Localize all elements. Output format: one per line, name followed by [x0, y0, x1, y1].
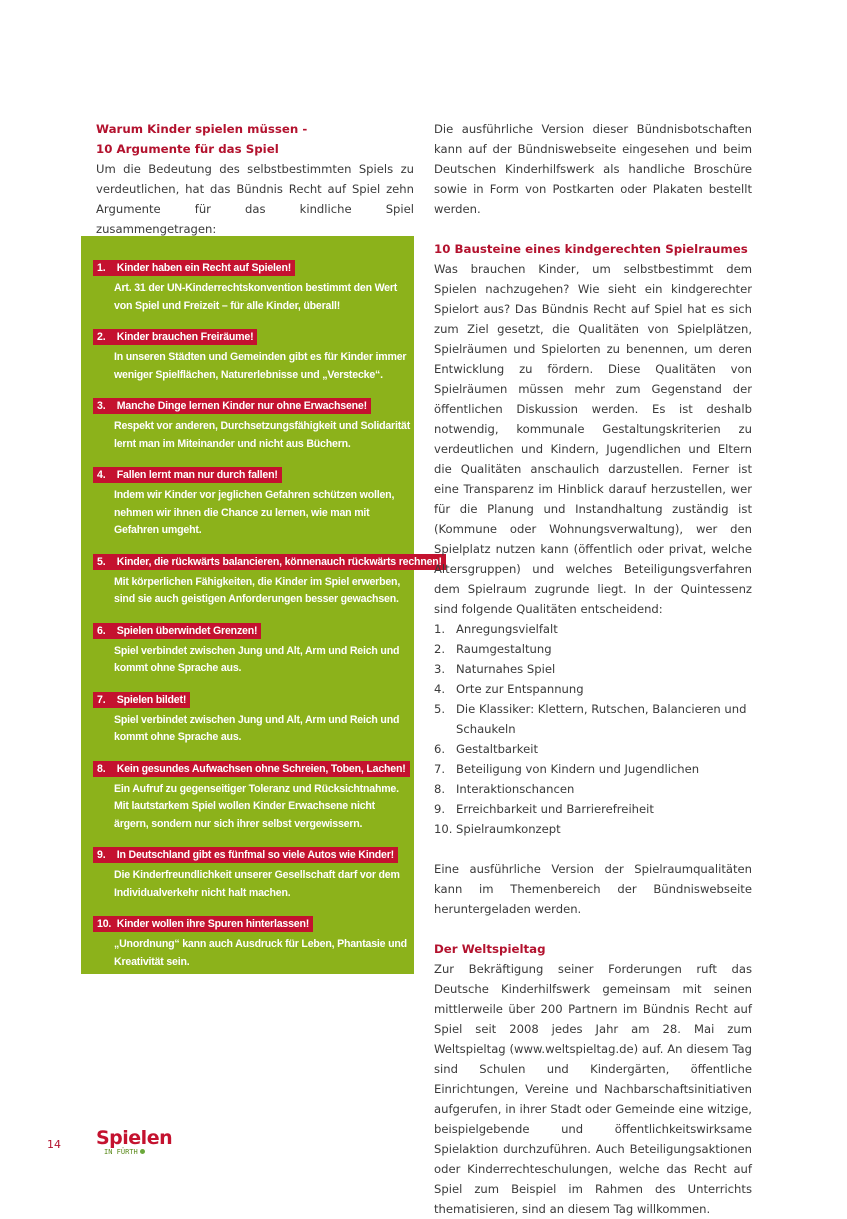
argument-item	[93, 623, 411, 678]
argument-item	[93, 329, 411, 384]
list-text: Raumgestaltung	[456, 642, 552, 656]
argument-item	[93, 260, 411, 315]
argument-text: In unseren Städten und Gemeinden gibt es für Kinder immer weniger Spielflächen, Naturerlebnisse und „Verstecke“.	[114, 351, 407, 381]
argument-item	[93, 761, 411, 834]
argument-number: 2.	[97, 331, 106, 343]
paragraph: Die ausführliche Version dieser Bündnisbotschaften kann auf der Bündniswebseite eingesehen und beim Deutschen Kinderhilfswerk als handliche Broschüre sowie in Form von Postkarten oder Plakaten bestellt werden.	[434, 122, 752, 216]
logo-sub-text: IN FÜRTH	[104, 1148, 138, 1156]
argument-item	[93, 916, 411, 971]
right-column	[434, 119, 752, 1219]
list-text: Orte zur Entspannung	[456, 682, 584, 696]
list-item	[434, 779, 752, 799]
list-item	[434, 799, 752, 819]
list-text: Gestaltbarkeit	[456, 742, 539, 756]
list-number: 8.	[434, 782, 446, 796]
list-item	[434, 699, 752, 739]
argument-number: 6.	[97, 624, 106, 637]
list-text: Beteiligung von Kindern und Jugendlichen	[456, 762, 700, 776]
list-item	[434, 759, 752, 779]
list-item	[434, 659, 752, 679]
argument-number: 10.	[97, 918, 112, 930]
argument-title-text: Kinder haben ein Recht auf Spielen!	[116, 262, 292, 274]
page-number: 14	[47, 1138, 61, 1151]
argument-number: 9.	[97, 849, 106, 861]
logo-sub	[104, 1148, 172, 1157]
argument-item	[93, 847, 411, 902]
argument-text: Respekt vor anderen, Durchsetzungsfähigkeit und Solidarität lernt man im Miteinander und nicht aus Büchern.	[114, 420, 411, 450]
argument-title-text: Kein gesundes Aufwachsen ohne Schreien, Toben, Lachen!	[116, 762, 406, 775]
argument-text: „Unordnung“ kann auch Ausdruck für Leben, Phantasie und Kreativität sein.	[114, 938, 407, 968]
argument-title-text: Spielen überwindet Grenzen!	[116, 624, 258, 637]
list-item	[434, 679, 752, 699]
paragraph: Eine ausführliche Version der Spielraumqualitäten kann im Themenbereich der Bündniswebseite heruntergeladen werden.	[434, 862, 752, 916]
list-text: Erreichbarkeit und Barrierefreiheit	[456, 802, 654, 816]
argument-title-text: Kinder, die rückwärts balancieren, könnenauch rückwärts rechnen!	[116, 555, 442, 568]
list-number: 4.	[434, 682, 446, 696]
argument-text: Art. 31 der UN-Kinderrechtskonvention bestimmt den Wert von Spiel und Freizeit – für alle Kinder, überall!	[114, 282, 398, 312]
argument-text: Indem wir Kinder vor jeglichen Gefahren schützen wollen, nehmen wir ihnen die Chance zu lernen, wie man mit Gefahren umgeht.	[114, 489, 395, 536]
list-number: 3.	[434, 662, 446, 676]
argument-title	[93, 623, 261, 639]
argument-text: Spiel verbindet zwischen Jung und Alt, Arm und Reich und kommt ohne Sprache aus.	[114, 713, 400, 743]
argument-title-text: Fallen lernt man nur durch fallen!	[116, 469, 278, 481]
argument-item	[93, 467, 411, 540]
logo-main: Spielen	[96, 1127, 173, 1149]
argument-title-text: Kinder wollen ihre Spuren hinterlassen!	[116, 918, 310, 930]
argument-item	[93, 554, 442, 609]
dot-icon	[140, 1149, 145, 1154]
list-text: Die Klassiker: Klettern, Rutschen, Balancieren und Schaukeln	[456, 702, 747, 736]
list-text: Spielraumkonzept	[456, 822, 561, 836]
argument-title-text: Manche Dinge lernen Kinder nur ohne Erwachsene!	[116, 400, 367, 412]
argument-number: 8.	[97, 762, 106, 775]
argument-item	[93, 692, 411, 747]
argument-title-text: In Deutschland gibt es fünfmal so viele Autos wie Kinder!	[116, 849, 394, 861]
list-number: 7.	[434, 762, 446, 776]
list-number: 1.	[434, 622, 446, 636]
list-item	[434, 739, 752, 759]
argument-number: 5.	[97, 555, 106, 568]
list-number: 2.	[434, 642, 446, 656]
list-text: Interaktionschancen	[456, 782, 575, 796]
list-number: 6.	[434, 742, 446, 756]
list-number: 5.	[434, 702, 446, 716]
argument-title	[93, 761, 410, 777]
argument-title	[93, 847, 398, 863]
section-heading: Der Weltspieltag	[434, 942, 546, 956]
intro-paragraph: Um die Bedeutung des selbstbestimmten Spiels zu verdeutlichen, hat das Bündnis Recht auf Spiel zehn Argumente für das kindliche Spiel zusammengetragen:	[96, 162, 414, 236]
list-number: 9.	[434, 802, 446, 816]
argument-title	[93, 467, 282, 483]
argument-title	[93, 260, 295, 276]
heading-line: Warum Kinder spielen müssen -	[96, 122, 308, 136]
list-item	[434, 639, 752, 659]
argument-number: 3.	[97, 400, 106, 412]
argument-number: 4.	[97, 469, 106, 481]
argument-text: Die Kinderfreundlichkeit unserer Gesellschaft darf vor dem Individualverkehr nicht halt machen.	[114, 869, 400, 899]
argument-title	[93, 398, 371, 414]
list-item	[434, 619, 752, 639]
arguments-box	[81, 236, 442, 974]
left-column	[96, 119, 414, 239]
argument-title	[93, 554, 446, 570]
paragraph: Zur Bekräftigung seiner Forderungen ruft das Deutsche Kinderhilfswerk gemeinsam mit seinen mittlerweile über 200 Partnern im Bündnis Recht auf Spiel seit 2008 jedes Jahr am 28. Mai zum Weltspieltag (www.weltspieltag.de) auf. An diesem Tag sind Schulen und Kindergärten, öffentliche Einrichtungen, Vereine und Nachbarschaftsinitiativen aufgerufen, in ihrer Stadt oder Gemeinde eine witzige, beispielgebende und öffentlichkeitswirksame Spielaktion durchzuführen. Auch Beteiligungsaktionen oder Kinderrechteschulungen, welche das Recht auf Spiel zum Beispiel im Rahmen des Unterrichts thematisieren, sind an diesem Tag willkommen.	[434, 962, 752, 1216]
paragraph: Was brauchen Kinder, um selbstbestimmt dem Spielen nachzugehen? Wie sieht ein kindgerechter Spielort aus? Das Bündnis Recht auf Spiel hat es sich zum Ziel gesetzt, die Qualitäten von Spielplätzen, Spielräumen und Spielorten zu benennen, um deren Entwicklung zu fördern. Diese Qualitäten von Spielräumen müssen mehr zum Gegenstand der öffentlichen Diskussion werden. Es ist deshalb notwendig, kommunale Gestaltungskriterien zu verdeutlichen und Kindern, Jugendlichen und Eltern die Qualitäten anschaulich darzustellen. Ferner ist eine Transparenz im Hinblick darauf herzustellen, wer für die Planung und Instandhaltung zuständig ist (Kommune oder Wohnungsverwaltung), wer den Spielplatz nutzen kann (öffentlich oder privat, welche Altersgruppen) und welches Beteiligungsverfahren dem Spielraum zugrunde liegt. In der Quintessenz sind folgende Qualitäten entscheidend:	[434, 262, 752, 616]
argument-title	[93, 329, 257, 345]
arguments-list	[93, 260, 442, 985]
heading-line: 10 Argumente für das Spiel	[96, 142, 279, 156]
argument-title	[93, 916, 313, 932]
argument-text: Spiel verbindet zwischen Jung und Alt, Arm und Reich und kommt ohne Sprache aus.	[114, 644, 400, 674]
list-text: Naturnahes Spiel	[456, 662, 556, 676]
list-number: 10.	[434, 822, 453, 836]
qualities-list	[434, 619, 752, 839]
list-item	[434, 819, 752, 839]
section-heading	[96, 119, 414, 159]
argument-number: 7.	[97, 693, 106, 706]
argument-text: Mit körperlichen Fähigkeiten, die Kinder im Spiel erwerben, sind sie auch geistigen Anforderungen besser gewachsen.	[114, 575, 401, 605]
argument-title	[93, 692, 190, 708]
argument-title-text: Spielen bildet!	[116, 693, 187, 706]
list-text: Anregungsvielfalt	[456, 622, 558, 636]
argument-number: 1.	[97, 262, 106, 274]
argument-title-text: Kinder brauchen Freiräume!	[116, 331, 254, 343]
argument-text: Ein Aufruf zu gegenseitiger Toleranz und Rücksichtnahme. Mit lautstarkem Spiel wollen Kinder Erwachsene nicht ärgern, sondern nur sich ihrer selbst vergewissern.	[114, 782, 399, 830]
argument-item	[93, 398, 411, 453]
section-heading: 10 Bausteine eines kindgerechten Spielraumes	[434, 242, 748, 256]
spielen-logo	[96, 1128, 172, 1157]
